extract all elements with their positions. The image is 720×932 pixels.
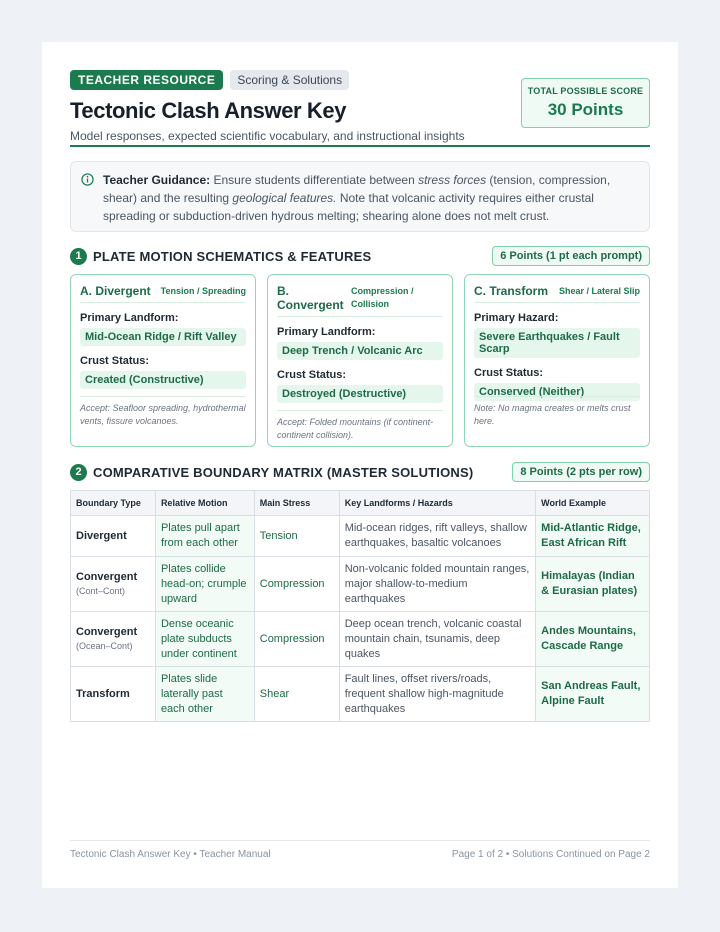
total-score-value: 30 Points xyxy=(547,100,624,119)
guidance-text-part: Ensure students differentiate between xyxy=(210,173,419,187)
guidance-text xyxy=(103,173,610,223)
main-stress-cell: Tension xyxy=(254,516,339,557)
boundary-type-cell xyxy=(71,516,156,557)
guidance-text-part: Note that volcanic activity requires either crustal spreading or subduction-driven hydrous melting; shearing alone does not melt crust. xyxy=(103,191,594,223)
answer-key-page xyxy=(42,42,678,888)
footer-left: Tectonic Clash Answer Key • Teacher Manual xyxy=(70,849,271,860)
section-2-points: 8 Points (2 pts per row) xyxy=(512,462,650,482)
card-note: Accept: Seafloor spreading, hydrothermal vents, fissure volcanoes. xyxy=(80,396,246,428)
footer-right: Page 1 of 2 • Solutions Continued on Page 2 xyxy=(451,849,650,860)
card-note: Note: No magma creates or melts crust here. xyxy=(474,396,640,428)
card-label: Crust Status: xyxy=(277,369,347,381)
landforms-cell: Fault lines, offset rivers/roads, frequent shallow high-magnitude earthquakes xyxy=(339,667,535,722)
section-1-header xyxy=(70,245,650,267)
card-label: Primary Landform: xyxy=(80,312,179,324)
boundary-type-cell xyxy=(71,612,156,667)
table-row xyxy=(71,516,650,557)
convergent-card xyxy=(267,274,453,447)
relative-motion-cell: Dense oceanic plate subducts under continent xyxy=(155,612,254,667)
boundary-type: Convergent xyxy=(76,626,138,638)
card-answer: Mid-Ocean Ridge / Rift Valley xyxy=(80,328,246,346)
column-header: Key Landforms / Hazards xyxy=(339,491,535,516)
page-title: Tectonic Clash Answer Key xyxy=(70,98,347,123)
card-stress-tag: Tension / Spreading xyxy=(160,286,246,296)
section-1-title: PLATE MOTION SCHEMATICS & FEATURES xyxy=(93,248,372,264)
card-note: Accept: Folded mountains (if continent-continent collision). xyxy=(277,410,443,442)
main-stress-cell: Compression xyxy=(254,557,339,612)
boundary-subtype: (Cont–Cont) xyxy=(76,586,126,596)
page-header xyxy=(70,42,650,147)
landforms-cell: Mid-ocean ridges, rift valleys, shallow earthquakes, basaltic volcanoes xyxy=(339,516,535,557)
page-footer xyxy=(70,840,650,860)
section-2-number: 2 xyxy=(70,464,87,481)
relative-motion-cell: Plates slide laterally past each other xyxy=(155,667,254,722)
world-example-cell: Himalayas (Indian & Eurasian plates) xyxy=(536,557,650,612)
section-1-number: 1 xyxy=(70,248,87,265)
card-stress-tag: Compression / Collision xyxy=(351,286,414,309)
boundary-type: Transform xyxy=(76,687,130,700)
card-label: Crust Status: xyxy=(80,355,150,367)
column-header: Relative Motion xyxy=(155,491,254,516)
world-example-cell: Andes Mountains, Cascade Range xyxy=(536,612,650,667)
boundary-subtype: (Ocean–Cont) xyxy=(76,641,133,651)
card-label: Primary Landform: xyxy=(277,326,376,338)
total-score-label: TOTAL POSSIBLE SCORE xyxy=(527,86,644,96)
guidance-lead: Teacher Guidance: xyxy=(103,173,211,187)
guidance-text-part: (tension, compression, shear) and the resulting xyxy=(103,173,611,205)
card-answer: Conserved (Neither) xyxy=(474,383,640,401)
boundary-type-cell xyxy=(71,557,156,612)
section-1-points: 6 Points (1 pt each prompt) xyxy=(492,246,650,266)
landforms-cell: Deep ocean trench, volcanic coastal mountain chain, tsunamis, deep quakes xyxy=(339,612,535,667)
section-2-title: COMPARATIVE BOUNDARY MATRIX (MASTER SOLUTIONS) xyxy=(93,464,474,480)
page-subtitle: Model responses, expected scientific vocabulary, and instructional insights xyxy=(70,129,465,143)
world-example-cell: San Andreas Fault, Alpine Fault xyxy=(536,667,650,722)
card-title: B. Convergent xyxy=(277,284,344,312)
card-header xyxy=(80,284,246,303)
world-example-cell: Mid-Atlantic Ridge, East African Rift xyxy=(536,516,650,557)
boundary-type-cell xyxy=(71,667,156,722)
column-header: World Example xyxy=(536,491,650,516)
teacher-guidance-callout xyxy=(70,161,650,232)
card-header xyxy=(277,284,443,317)
card-title: A. Divergent xyxy=(80,284,151,298)
guidance-emphasis: stress forces xyxy=(418,173,487,187)
card-label: Primary Hazard: xyxy=(474,312,559,324)
card-answer: Created (Constructive) xyxy=(80,371,246,389)
table-row xyxy=(71,667,650,722)
teacher-resource-badge: TEACHER RESOURCE xyxy=(70,70,223,90)
column-header: Main Stress xyxy=(254,491,339,516)
relative-motion-cell: Plates pull apart from each other xyxy=(155,516,254,557)
card-stress-tag: Shear / Lateral Slip xyxy=(558,286,640,296)
main-stress-cell: Compression xyxy=(254,612,339,667)
card-label: Crust Status: xyxy=(474,367,544,379)
plate-motion-cards xyxy=(70,274,650,447)
relative-motion-cell: Plates collide head-on; crumple upward xyxy=(155,557,254,612)
info-icon xyxy=(81,173,94,186)
table-row xyxy=(71,612,650,667)
card-title: C. Transform xyxy=(474,284,549,298)
column-header: Boundary Type xyxy=(71,491,156,516)
boundary-type: Divergent xyxy=(76,529,127,542)
main-stress-cell: Shear xyxy=(254,667,339,722)
card-answer: Deep Trench / Volcanic Arc xyxy=(277,342,443,360)
card-answer: Severe Earthquakes / Fault Scarp xyxy=(474,328,640,358)
divergent-card xyxy=(70,274,256,447)
card-header xyxy=(474,284,640,303)
scoring-solutions-badge: Scoring & Solutions xyxy=(230,70,349,90)
transform-card xyxy=(464,274,650,447)
boundary-type: Convergent xyxy=(76,571,138,583)
guidance-emphasis: geological features. xyxy=(232,191,337,205)
card-answer: Destroyed (Destructive) xyxy=(277,385,443,403)
table-row xyxy=(71,557,650,612)
total-score-box xyxy=(521,78,650,128)
landforms-cell: Non-volcanic folded mountain ranges, major shallow-to-medium earthquakes xyxy=(339,557,535,612)
boundary-matrix-table xyxy=(70,490,650,722)
table-header-row xyxy=(71,491,650,516)
section-2-header xyxy=(70,461,650,483)
